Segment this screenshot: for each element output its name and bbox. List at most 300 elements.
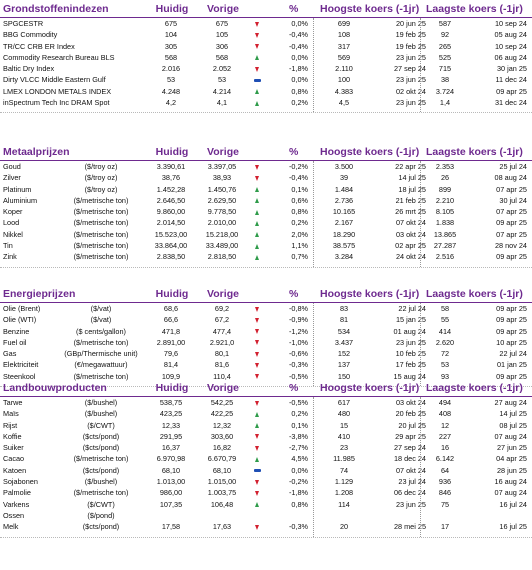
arrow-down-icon (255, 340, 259, 345)
col-header-high: Hoogste koers (-1jr) (320, 288, 420, 300)
row-previous: 303,60 (210, 431, 234, 441)
row-pct: -0,6% (288, 349, 308, 359)
row-current: 53 (166, 75, 176, 85)
trend-cell (249, 337, 265, 348)
row-high-value: 1.484 (334, 184, 354, 194)
table-row (0, 41, 532, 52)
row-current: 12,33 (161, 420, 181, 430)
row-previous: 4,1 (216, 98, 228, 108)
arrow-up-icon (255, 412, 259, 417)
column-divider (420, 303, 421, 386)
row-name: Varkens (3, 499, 30, 509)
row-high-value: 108 (337, 30, 351, 40)
table-row (0, 97, 532, 108)
row-high-value: 569 (337, 52, 351, 62)
col-header-previous: Vorige (207, 288, 239, 300)
row-high-value: 480 (337, 409, 351, 419)
row-name: Tarwe (3, 398, 23, 407)
table-row (0, 431, 532, 442)
row-low-date: 05 aug 24 (494, 30, 527, 40)
row-low-value: 27.287 (433, 241, 457, 251)
row-pct: 1,1% (291, 241, 308, 251)
row-name: Sojabonen (3, 477, 38, 487)
arrow-up-icon (255, 255, 259, 260)
row-name: Lood (3, 218, 20, 228)
row-high-value: 100 (337, 75, 351, 85)
row-current: 3.390,61 (156, 162, 186, 171)
arrow-up-icon (255, 198, 259, 203)
row-pct: 0,0% (291, 75, 308, 85)
section-header (0, 145, 532, 161)
row-pct: -3,8% (288, 431, 308, 441)
table-row (0, 18, 532, 29)
row-low-value: 92 (440, 30, 450, 40)
row-current: 675 (164, 19, 178, 28)
arrow-down-icon (255, 44, 259, 49)
row-high-date: 23 jun 25 (395, 52, 426, 62)
arrow-down-icon (255, 434, 259, 439)
row-name: Ossen (3, 510, 25, 520)
trend-cell (249, 348, 265, 359)
row-name: Baltic Dry Index (3, 64, 55, 74)
row-low-value: 715 (438, 64, 452, 74)
row-high-value: 534 (337, 326, 351, 336)
row-high-value: 18.290 (332, 229, 356, 239)
row-high-value: 2.110 (335, 64, 353, 74)
row-high-date: 26 mrt 25 (395, 207, 426, 217)
row-high-date: 23 jul 24 (398, 477, 426, 487)
row-high-value: 317 (337, 41, 351, 51)
section-title: Grondstoffenindezen (3, 3, 109, 15)
row-low-value: 1.838 (435, 218, 455, 228)
row-low-date: 16 jul 25 (499, 522, 527, 532)
flat-arrow-icon (254, 469, 261, 472)
row-unit: ($/metrische ton) (73, 207, 129, 217)
row-high-value: 617 (337, 398, 351, 407)
arrow-down-icon (255, 525, 259, 530)
arrow-up-icon (255, 210, 259, 215)
row-low-date: 07 apr 25 (496, 207, 527, 217)
col-header-current: Huidig (155, 3, 189, 15)
row-name: Dirty VLCC Middle Eastern Gulf (3, 75, 106, 85)
row-name: Commodity Research Bureau BLS (3, 52, 115, 62)
section-landbouwproducten (0, 381, 532, 533)
trend-cell (249, 172, 265, 183)
row-current: 2.014,50 (156, 218, 186, 228)
table-row (0, 86, 532, 97)
row-pct: -0,9% (288, 315, 308, 325)
row-unit: ($/metrische ton) (73, 371, 129, 381)
row-name: Koper (3, 207, 23, 217)
row-unit: ($ cents/gallon) (76, 326, 126, 336)
row-name: Olie (Brent) (3, 304, 41, 313)
row-previous: 2.818,50 (207, 252, 237, 262)
row-current: 66,6 (163, 315, 179, 325)
row-unit: ($cts/pond) (82, 522, 120, 532)
section-title: Landbouwproducten (3, 382, 107, 394)
table-row (0, 348, 532, 359)
row-high-value: 38.575 (332, 241, 356, 251)
section-header (0, 287, 532, 303)
row-pct: -0,2% (288, 477, 308, 487)
row-high-date: 07 okt 24 (395, 465, 426, 475)
row-high-date: 28 mei 25 (393, 522, 426, 532)
row-pct: 0,0% (291, 19, 308, 28)
row-current: 2.838,50 (156, 252, 186, 262)
row-name: Steenkool (3, 371, 36, 381)
row-low-value: 587 (438, 19, 452, 28)
row-name: Platinum (3, 184, 32, 194)
row-low-date: 10 sep 24 (494, 41, 527, 51)
row-previous: 16,82 (212, 443, 232, 453)
row-low-value: 846 (438, 488, 452, 498)
row-current: 2.646,50 (156, 195, 186, 205)
row-previous: 68,10 (212, 465, 232, 475)
row-pct: -1,0% (288, 337, 308, 347)
row-name: BBG Commodity (3, 30, 58, 40)
arrow-up-icon (255, 187, 259, 192)
table-row (0, 161, 532, 172)
row-high-value: 83 (339, 304, 349, 313)
trend-cell (249, 86, 265, 97)
row-low-value: 75 (440, 499, 450, 509)
flat-arrow-icon (254, 79, 261, 82)
row-high-date: 27 sep 24 (393, 64, 426, 74)
row-previous: 80,1 (214, 349, 230, 359)
row-previous: 1.003,75 (207, 488, 237, 498)
arrow-up-icon (255, 244, 259, 249)
row-unit: ($cts/pond) (82, 443, 120, 453)
column-divider (420, 18, 421, 112)
row-previous: 422,25 (210, 409, 234, 419)
col-header-low: Laagste koers (-1jr) (426, 382, 523, 394)
row-previous: 2.052 (212, 64, 232, 74)
row-low-value: 38 (440, 75, 450, 85)
table-row (0, 397, 532, 408)
row-current: 305 (164, 41, 178, 51)
arrow-up-icon (255, 101, 259, 106)
row-previous: 306 (215, 41, 229, 51)
row-low-value: 8.105 (435, 207, 455, 217)
section-title: Metaalprijzen (3, 146, 70, 158)
col-header-current: Huidig (155, 146, 189, 158)
table-row (0, 172, 532, 183)
row-name: Katoen (3, 465, 27, 475)
row-previous: 477,4 (212, 326, 232, 336)
row-low-date: 28 jun 25 (496, 465, 527, 475)
row-low-date: 31 dec 24 (494, 98, 527, 108)
row-current: 1.013,00 (156, 477, 186, 487)
arrow-down-icon (255, 318, 259, 323)
col-header-pct: % (289, 3, 299, 15)
row-low-date: 27 aug 24 (494, 398, 527, 407)
trend-cell (249, 195, 265, 206)
table-row (0, 74, 532, 85)
row-pct: -0,2% (288, 162, 308, 171)
row-pct: 0,7% (291, 252, 308, 262)
row-name: Palmolie (3, 488, 31, 498)
table-row (0, 52, 532, 63)
row-unit: ($/metrische ton) (73, 195, 129, 205)
row-previous: 6.670,79 (207, 454, 237, 464)
table-row (0, 303, 532, 314)
section-header (0, 2, 532, 18)
row-high-value: 4,5 (338, 98, 350, 108)
row-name: Zink (3, 252, 17, 262)
row-name: Fuel oil (3, 337, 27, 347)
row-pct: -0,5% (288, 398, 308, 407)
trend-cell (249, 521, 265, 532)
row-low-date: 22 jul 24 (499, 349, 527, 359)
row-current: 423,25 (159, 409, 183, 419)
row-low-date: 25 jul 24 (499, 162, 527, 171)
row-current: 2.016 (161, 64, 181, 74)
row-unit: ($/metrische ton) (73, 488, 129, 498)
col-header-low: Laagste koers (-1jr) (426, 146, 523, 158)
row-low-value: 525 (438, 52, 452, 62)
table-row (0, 63, 532, 74)
trend-cell (249, 442, 265, 453)
row-low-date: 11 dec 24 (495, 75, 527, 85)
row-name: Tin (3, 241, 13, 251)
row-high-date: 03 okt 24 (395, 229, 426, 239)
row-high-date: 20 jul 25 (398, 420, 426, 430)
row-high-value: 3.437 (334, 337, 354, 347)
row-high-value: 3.284 (334, 252, 354, 262)
row-low-date: 07 apr 25 (496, 229, 527, 239)
trend-cell (249, 217, 265, 228)
trend-cell (249, 420, 265, 431)
row-high-value: 2.736 (334, 195, 354, 205)
col-header-previous: Vorige (207, 3, 239, 15)
arrow-up-icon (255, 232, 259, 237)
row-name: Gas (3, 349, 17, 359)
arrow-down-icon (255, 22, 259, 27)
row-low-date: 09 apr 25 (496, 326, 527, 336)
arrow-down-icon (255, 329, 259, 334)
section-metaalprijzen (0, 145, 532, 263)
row-low-value: 58 (440, 304, 450, 313)
trend-cell (249, 397, 265, 408)
section-divider (0, 537, 532, 538)
trend-cell (249, 97, 265, 108)
row-low-date: 08 aug 24 (494, 173, 527, 183)
trend-cell (249, 465, 265, 476)
row-previous: 4.214 (212, 86, 232, 96)
row-current: 109,9 (161, 371, 181, 381)
row-low-value: 53 (440, 360, 450, 370)
trend-cell (249, 161, 265, 172)
trend-cell (249, 453, 265, 464)
row-high-value: 81 (339, 315, 349, 325)
row-unit: ($/vat) (90, 304, 112, 313)
column-divider (313, 303, 314, 386)
row-high-value: 10.165 (332, 207, 356, 217)
row-pct: 0,8% (291, 207, 308, 217)
row-previous: 69,2 (214, 304, 230, 313)
row-previous: 2.010,00 (207, 218, 237, 228)
row-high-value: 137 (337, 360, 351, 370)
column-divider (313, 161, 314, 267)
row-unit: ($/metrische ton) (73, 454, 129, 464)
row-pct: -0,3% (288, 522, 308, 532)
row-current: 291,95 (159, 431, 183, 441)
row-previous: 12,32 (212, 420, 232, 430)
row-pct: 0,1% (291, 184, 308, 194)
trend-cell (249, 63, 265, 74)
row-previous: 2.921,0 (209, 337, 235, 347)
row-high-date: 23 jun 25 (395, 75, 426, 85)
arrow-up-icon (255, 221, 259, 226)
row-previous: 542,25 (210, 398, 234, 407)
row-name: Suiker (3, 443, 24, 453)
row-pct: 4,5% (291, 454, 308, 464)
row-low-date: 14 jul 25 (499, 409, 527, 419)
row-high-date: 24 okt 24 (395, 252, 426, 262)
row-previous: 17,63 (212, 522, 232, 532)
row-name: Zilver (3, 173, 21, 183)
table-row (0, 465, 532, 476)
row-current: 986,00 (159, 488, 183, 498)
row-high-value: 2.167 (334, 218, 354, 228)
col-header-low: Laagste koers (-1jr) (426, 288, 523, 300)
row-name: Benzine (3, 326, 30, 336)
row-previous: 81,6 (214, 360, 230, 370)
row-low-date: 30 jul 24 (499, 195, 527, 205)
col-header-high: Hoogste koers (-1jr) (320, 3, 420, 15)
row-pct: 0,2% (291, 218, 308, 228)
row-low-date: 07 aug 24 (494, 431, 527, 441)
row-previous: 2.629,50 (207, 195, 237, 205)
row-high-date: 17 feb 25 (395, 360, 426, 370)
row-high-value: 15 (339, 420, 349, 430)
row-low-value: 72 (440, 349, 450, 359)
row-previous: 105 (215, 30, 229, 40)
row-high-date: 23 jun 25 (395, 499, 426, 509)
row-high-date: 18 dec 24 (393, 454, 426, 464)
arrow-down-icon (255, 363, 259, 368)
row-unit: ($/troy oz) (84, 162, 118, 171)
row-high-date: 14 jul 25 (398, 173, 426, 183)
row-name: inSpectrum Tech Inc DRAM Spot (3, 98, 110, 108)
row-pct: -1,8% (288, 488, 308, 498)
row-low-value: 13.865 (433, 229, 457, 239)
row-low-value: 2.353 (435, 162, 455, 171)
row-unit: ($/metrische ton) (73, 252, 129, 262)
table-row (0, 487, 532, 498)
col-header-current: Huidig (155, 288, 189, 300)
row-low-value: 227 (438, 431, 452, 441)
row-high-value: 23 (339, 443, 349, 453)
table-row (0, 184, 532, 195)
trend-cell (249, 52, 265, 63)
trend-cell (249, 408, 265, 419)
row-unit: ($/metrische ton) (73, 229, 129, 239)
row-low-value: 6.142 (435, 454, 455, 464)
table-row (0, 251, 532, 262)
col-header-pct: % (289, 288, 299, 300)
row-pct: -0,4% (288, 30, 308, 40)
row-high-value: 150 (337, 371, 351, 381)
row-high-date: 18 jul 25 (398, 184, 426, 194)
row-low-value: 936 (438, 477, 452, 487)
row-high-date: 03 okt 24 (395, 398, 426, 407)
row-low-date: 16 jul 24 (499, 499, 527, 509)
col-header-high: Hoogste koers (-1jr) (320, 146, 420, 158)
row-high-date: 20 feb 25 (395, 409, 426, 419)
table-row (0, 420, 532, 431)
row-high-date: 23 jun 25 (395, 98, 426, 108)
row-previous: 38,93 (212, 173, 232, 183)
row-previous: 110,4 (213, 371, 231, 381)
row-current: 81,4 (163, 360, 179, 370)
table-row (0, 240, 532, 251)
row-pct: -1,2% (288, 326, 308, 336)
table-row (0, 229, 532, 240)
arrow-down-icon (255, 176, 259, 181)
arrow-down-icon (255, 33, 259, 38)
trend-cell (249, 184, 265, 195)
row-unit: ($/bushel) (84, 398, 118, 407)
arrow-down-icon (255, 352, 259, 357)
row-high-date: 19 feb 25 (395, 41, 426, 51)
column-divider (313, 18, 314, 112)
row-high-value: 4.383 (334, 86, 354, 96)
section-grondstoffenindezen (0, 2, 532, 108)
row-low-value: 3.724 (435, 86, 455, 96)
row-low-date: 08 jul 25 (499, 420, 527, 430)
col-header-high: Hoogste koers (-1jr) (320, 382, 420, 394)
row-high-date: 10 feb 25 (395, 349, 426, 359)
row-name: Goud (3, 162, 21, 171)
row-high-date: 19 feb 25 (395, 30, 426, 40)
row-unit: ($/metrische ton) (73, 337, 129, 347)
row-name: SPGCESTR (3, 19, 44, 28)
row-low-value: 2.210 (435, 195, 455, 205)
row-low-value: 265 (438, 41, 452, 51)
row-high-date: 02 apr 25 (395, 241, 426, 251)
row-current: 15.523,00 (154, 229, 188, 239)
row-low-value: 1,4 (439, 98, 451, 108)
row-pct: 0,0% (291, 465, 308, 475)
row-low-value: 55 (440, 315, 450, 325)
arrow-down-icon (255, 307, 259, 312)
trend-cell (249, 314, 265, 325)
trend-cell (249, 229, 265, 240)
trend-cell (249, 41, 265, 52)
arrow-up-icon (255, 457, 259, 462)
row-pct: 0,8% (291, 499, 308, 509)
arrow-down-icon (255, 165, 259, 170)
row-name: Olie (WTI) (3, 315, 37, 325)
trend-cell (249, 359, 265, 370)
row-name: Melk (3, 522, 19, 532)
row-current: 38,76 (161, 173, 181, 183)
trend-cell (249, 18, 265, 29)
row-high-date: 21 feb 25 (395, 195, 426, 205)
row-pct: -1,8% (288, 64, 308, 74)
row-current: 16,37 (161, 443, 181, 453)
table-row (0, 408, 532, 419)
row-previous: 67,2 (214, 315, 230, 325)
row-current: 6.970,98 (156, 454, 186, 464)
row-current: 538,75 (159, 398, 183, 407)
row-unit: ($/CWT) (87, 420, 115, 430)
row-low-date: 09 apr 25 (496, 86, 527, 96)
row-unit: ($/metrische ton) (73, 241, 129, 251)
table-row (0, 217, 532, 228)
row-previous: 1.450,76 (207, 184, 237, 194)
